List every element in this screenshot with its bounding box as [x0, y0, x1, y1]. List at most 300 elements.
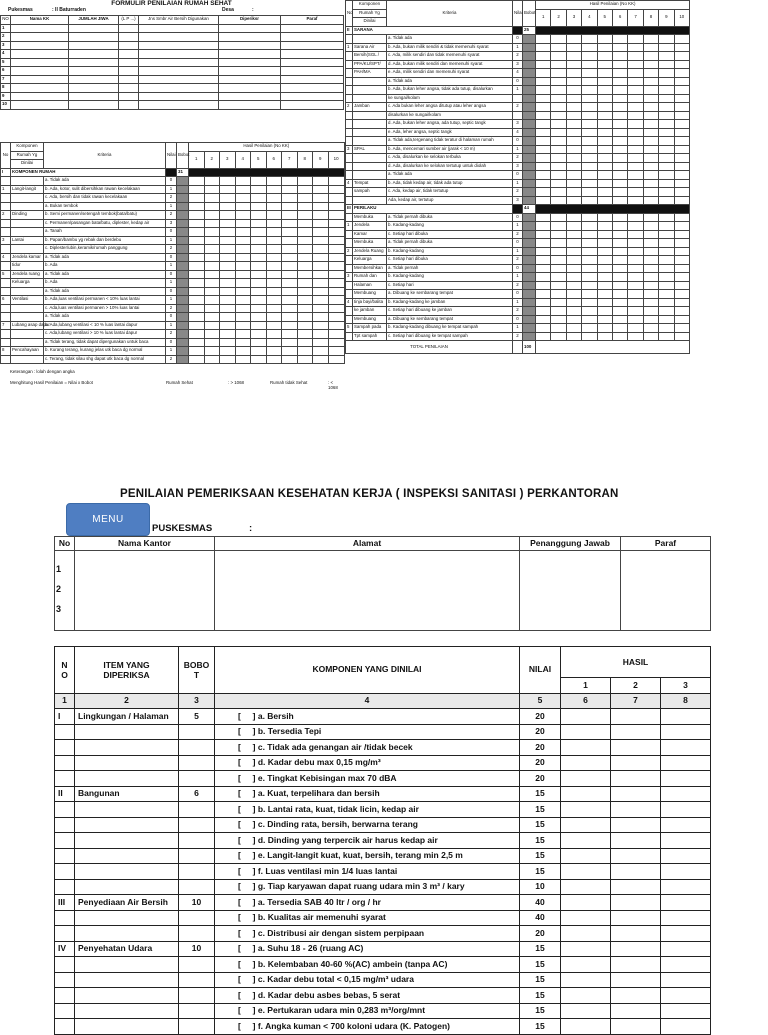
criteria-hasil-cell[interactable] — [235, 211, 251, 220]
criteria-hasil-cell[interactable] — [582, 290, 597, 299]
criteria-hasil-cell[interactable] — [566, 94, 581, 103]
criteria-hasil-cell[interactable] — [582, 111, 597, 120]
criteria-hasil-cell[interactable] — [597, 179, 612, 188]
criteria-hasil-cell[interactable] — [659, 120, 674, 129]
criteria-hasil-cell[interactable] — [643, 213, 658, 222]
criteria-hasil-cell[interactable] — [282, 304, 298, 313]
criteria-hasil-cell[interactable] — [582, 256, 597, 265]
criteria-hasil-cell[interactable] — [674, 247, 690, 256]
form1-kk-cell[interactable] — [139, 33, 219, 42]
criteria-hasil-cell[interactable] — [220, 338, 236, 347]
criteria-hasil-cell[interactable] — [566, 230, 581, 239]
criteria-hasil-cell[interactable] — [251, 330, 267, 339]
criteria-hasil-cell[interactable] — [659, 60, 674, 69]
form1-kk-cell[interactable] — [139, 24, 219, 33]
criteria-hasil-cell[interactable] — [582, 307, 597, 316]
inspection-hasil-cell[interactable] — [561, 895, 611, 911]
criteria-hasil-cell[interactable] — [674, 239, 690, 248]
criteria-hasil-cell[interactable] — [282, 355, 298, 364]
criteria-hasil-cell[interactable] — [551, 264, 566, 273]
inspection-hasil-cell[interactable] — [661, 895, 711, 911]
form1-kk-cell[interactable] — [139, 75, 219, 84]
criteria-hasil-cell[interactable] — [582, 171, 597, 180]
criteria-hasil-cell[interactable] — [582, 324, 597, 333]
form1-kk-cell[interactable] — [69, 67, 119, 76]
criteria-hasil-cell[interactable] — [643, 298, 658, 307]
criteria-hasil-cell[interactable] — [328, 211, 344, 220]
inspection-hasil-cell[interactable] — [611, 724, 661, 740]
criteria-hasil-cell[interactable] — [597, 273, 612, 282]
inspection-hasil-cell[interactable] — [561, 1003, 611, 1019]
criteria-hasil-cell[interactable] — [536, 145, 551, 154]
criteria-hasil-cell[interactable] — [643, 179, 658, 188]
criteria-hasil-cell[interactable] — [628, 307, 643, 316]
criteria-hasil-cell[interactable] — [204, 177, 220, 186]
criteria-hasil-cell[interactable] — [597, 171, 612, 180]
criteria-hasil-cell[interactable] — [297, 236, 313, 245]
inspection-hasil-cell[interactable] — [561, 910, 611, 926]
criteria-hasil-cell[interactable] — [251, 236, 267, 245]
criteria-hasil-cell[interactable] — [328, 202, 344, 211]
criteria-hasil-cell[interactable] — [612, 162, 627, 171]
inspection-hasil-cell[interactable] — [661, 771, 711, 787]
form1-kk-cell[interactable] — [219, 50, 281, 59]
criteria-hasil-cell[interactable] — [597, 324, 612, 333]
criteria-hasil-cell[interactable] — [235, 228, 251, 237]
criteria-hasil-cell[interactable] — [628, 298, 643, 307]
criteria-hasil-cell[interactable] — [566, 43, 581, 52]
criteria-hasil-cell[interactable] — [251, 313, 267, 322]
criteria-hasil-cell[interactable] — [536, 332, 551, 341]
criteria-hasil-cell[interactable] — [628, 273, 643, 282]
inspection-hasil-cell[interactable] — [661, 709, 711, 725]
inspection-hasil-cell[interactable] — [661, 817, 711, 833]
criteria-hasil-cell[interactable] — [582, 35, 597, 44]
criteria-hasil-cell[interactable] — [643, 145, 658, 154]
form1-kk-cell[interactable] — [281, 84, 344, 93]
criteria-hasil-cell[interactable] — [628, 69, 643, 78]
criteria-hasil-cell[interactable] — [612, 307, 627, 316]
criteria-hasil-cell[interactable] — [266, 304, 282, 313]
criteria-hasil-cell[interactable] — [536, 239, 551, 248]
inspection-hasil-cell[interactable] — [611, 988, 661, 1004]
criteria-hasil-cell[interactable] — [204, 253, 220, 262]
criteria-hasil-cell[interactable] — [674, 86, 690, 95]
criteria-hasil-cell[interactable] — [251, 270, 267, 279]
criteria-hasil-cell[interactable] — [612, 120, 627, 129]
criteria-hasil-cell[interactable] — [328, 313, 344, 322]
criteria-hasil-cell[interactable] — [659, 128, 674, 137]
criteria-hasil-cell[interactable] — [643, 43, 658, 52]
form1-kk-cell[interactable] — [119, 92, 139, 101]
criteria-hasil-cell[interactable] — [297, 202, 313, 211]
form1-kk-cell[interactable] — [11, 33, 69, 42]
criteria-hasil-cell[interactable] — [612, 86, 627, 95]
criteria-hasil-cell[interactable] — [536, 162, 551, 171]
inspection-hasil-cell[interactable] — [611, 755, 661, 771]
form1-kk-cell[interactable] — [281, 33, 344, 42]
criteria-hasil-cell[interactable] — [328, 347, 344, 356]
inspection-hasil-cell[interactable] — [661, 864, 711, 880]
criteria-hasil-cell[interactable] — [204, 330, 220, 339]
criteria-hasil-cell[interactable] — [204, 194, 220, 203]
inspection-checkbox[interactable]: [ ] — [238, 989, 258, 1000]
inspection-checkbox[interactable]: [ ] — [238, 927, 258, 938]
form1-kk-cell[interactable] — [69, 24, 119, 33]
criteria-hasil-cell[interactable] — [612, 52, 627, 61]
criteria-hasil-cell[interactable] — [551, 256, 566, 265]
criteria-hasil-cell[interactable] — [220, 313, 236, 322]
criteria-hasil-cell[interactable] — [612, 77, 627, 86]
form1-kk-cell[interactable] — [219, 75, 281, 84]
criteria-hasil-cell[interactable] — [551, 162, 566, 171]
criteria-hasil-cell[interactable] — [235, 279, 251, 288]
criteria-hasil-cell[interactable] — [536, 111, 551, 120]
criteria-hasil-cell[interactable] — [297, 253, 313, 262]
criteria-hasil-cell[interactable] — [536, 171, 551, 180]
criteria-hasil-cell[interactable] — [674, 111, 690, 120]
inspection-hasil-cell[interactable] — [561, 709, 611, 725]
criteria-hasil-cell[interactable] — [551, 60, 566, 69]
criteria-hasil-cell[interactable] — [566, 137, 581, 146]
criteria-hasil-cell[interactable] — [582, 145, 597, 154]
criteria-hasil-cell[interactable] — [612, 94, 627, 103]
criteria-hasil-cell[interactable] — [551, 196, 566, 205]
criteria-hasil-cell[interactable] — [674, 60, 690, 69]
inspection-hasil-cell[interactable] — [661, 724, 711, 740]
criteria-hasil-cell[interactable] — [551, 103, 566, 112]
criteria-hasil-cell[interactable] — [536, 230, 551, 239]
criteria-hasil-cell[interactable] — [297, 296, 313, 305]
criteria-hasil-cell[interactable] — [266, 338, 282, 347]
criteria-hasil-cell[interactable] — [628, 239, 643, 248]
criteria-hasil-cell[interactable] — [536, 154, 551, 163]
criteria-hasil-cell[interactable] — [628, 52, 643, 61]
inspection-checkbox[interactable]: [ ] — [238, 803, 258, 814]
criteria-hasil-cell[interactable] — [297, 330, 313, 339]
criteria-hasil-cell[interactable] — [566, 111, 581, 120]
criteria-hasil-cell[interactable] — [189, 355, 205, 364]
criteria-hasil-cell[interactable] — [566, 128, 581, 137]
criteria-hasil-cell[interactable] — [328, 253, 344, 262]
criteria-hasil-cell[interactable] — [643, 324, 658, 333]
criteria-hasil-cell[interactable] — [597, 239, 612, 248]
criteria-hasil-cell[interactable] — [612, 239, 627, 248]
criteria-hasil-cell[interactable] — [674, 69, 690, 78]
criteria-hasil-cell[interactable] — [597, 264, 612, 273]
criteria-hasil-cell[interactable] — [566, 86, 581, 95]
criteria-hasil-cell[interactable] — [297, 270, 313, 279]
form1-kk-cell[interactable] — [119, 84, 139, 93]
criteria-hasil-cell[interactable] — [566, 222, 581, 231]
criteria-hasil-cell[interactable] — [659, 52, 674, 61]
form1-kk-cell[interactable] — [139, 101, 219, 110]
criteria-hasil-cell[interactable] — [235, 270, 251, 279]
criteria-hasil-cell[interactable] — [628, 264, 643, 273]
inspection-checkbox[interactable]: [ ] — [238, 881, 258, 892]
form2-cell-nama-kantor[interactable] — [75, 551, 215, 631]
criteria-hasil-cell[interactable] — [235, 253, 251, 262]
criteria-hasil-cell[interactable] — [674, 298, 690, 307]
inspection-checkbox[interactable]: [ ] — [238, 850, 258, 861]
criteria-hasil-cell[interactable] — [235, 330, 251, 339]
inspection-hasil-cell[interactable] — [611, 879, 661, 895]
criteria-hasil-cell[interactable] — [643, 230, 658, 239]
inspection-hasil-cell[interactable] — [611, 786, 661, 802]
criteria-hasil-cell[interactable] — [566, 247, 581, 256]
criteria-hasil-cell[interactable] — [582, 60, 597, 69]
criteria-hasil-cell[interactable] — [328, 304, 344, 313]
criteria-hasil-cell[interactable] — [551, 332, 566, 341]
criteria-hasil-cell[interactable] — [313, 270, 329, 279]
inspection-hasil-cell[interactable] — [561, 724, 611, 740]
criteria-hasil-cell[interactable] — [628, 290, 643, 299]
form1-kk-cell[interactable] — [219, 101, 281, 110]
criteria-hasil-cell[interactable] — [628, 128, 643, 137]
criteria-hasil-cell[interactable] — [266, 194, 282, 203]
criteria-hasil-cell[interactable] — [566, 298, 581, 307]
criteria-hasil-cell[interactable] — [251, 279, 267, 288]
criteria-hasil-cell[interactable] — [674, 103, 690, 112]
criteria-hasil-cell[interactable] — [282, 296, 298, 305]
criteria-hasil-cell[interactable] — [566, 35, 581, 44]
criteria-hasil-cell[interactable] — [612, 298, 627, 307]
criteria-hasil-cell[interactable] — [220, 287, 236, 296]
criteria-hasil-cell[interactable] — [597, 188, 612, 197]
criteria-hasil-cell[interactable] — [328, 338, 344, 347]
criteria-hasil-cell[interactable] — [643, 256, 658, 265]
criteria-hasil-cell[interactable] — [189, 194, 205, 203]
criteria-hasil-cell[interactable] — [659, 162, 674, 171]
form1-kk-cell[interactable] — [281, 41, 344, 50]
criteria-hasil-cell[interactable] — [313, 228, 329, 237]
criteria-hasil-cell[interactable] — [674, 290, 690, 299]
criteria-hasil-cell[interactable] — [235, 287, 251, 296]
criteria-hasil-cell[interactable] — [297, 211, 313, 220]
criteria-hasil-cell[interactable] — [220, 262, 236, 271]
criteria-hasil-cell[interactable] — [674, 154, 690, 163]
inspection-hasil-cell[interactable] — [611, 895, 661, 911]
criteria-hasil-cell[interactable] — [536, 137, 551, 146]
form1-kk-cell[interactable] — [69, 75, 119, 84]
criteria-hasil-cell[interactable] — [251, 228, 267, 237]
inspection-hasil-cell[interactable] — [661, 941, 711, 957]
criteria-hasil-cell[interactable] — [220, 253, 236, 262]
criteria-hasil-cell[interactable] — [643, 60, 658, 69]
criteria-hasil-cell[interactable] — [235, 296, 251, 305]
criteria-hasil-cell[interactable] — [220, 347, 236, 356]
criteria-hasil-cell[interactable] — [659, 239, 674, 248]
criteria-hasil-cell[interactable] — [235, 304, 251, 313]
inspection-hasil-cell[interactable] — [561, 786, 611, 802]
criteria-hasil-cell[interactable] — [643, 196, 658, 205]
inspection-hasil-cell[interactable] — [661, 926, 711, 942]
criteria-hasil-cell[interactable] — [582, 154, 597, 163]
criteria-hasil-cell[interactable] — [251, 211, 267, 220]
inspection-hasil-cell[interactable] — [661, 988, 711, 1004]
criteria-hasil-cell[interactable] — [674, 52, 690, 61]
criteria-hasil-cell[interactable] — [282, 211, 298, 220]
criteria-hasil-cell[interactable] — [582, 77, 597, 86]
criteria-hasil-cell[interactable] — [313, 219, 329, 228]
criteria-hasil-cell[interactable] — [582, 162, 597, 171]
form1-kk-cell[interactable] — [281, 67, 344, 76]
criteria-hasil-cell[interactable] — [659, 94, 674, 103]
criteria-hasil-cell[interactable] — [597, 86, 612, 95]
criteria-hasil-cell[interactable] — [313, 338, 329, 347]
criteria-hasil-cell[interactable] — [597, 145, 612, 154]
criteria-hasil-cell[interactable] — [582, 196, 597, 205]
criteria-hasil-cell[interactable] — [235, 219, 251, 228]
criteria-hasil-cell[interactable] — [536, 222, 551, 231]
criteria-hasil-cell[interactable] — [582, 264, 597, 273]
criteria-hasil-cell[interactable] — [659, 196, 674, 205]
criteria-hasil-cell[interactable] — [643, 103, 658, 112]
criteria-hasil-cell[interactable] — [643, 77, 658, 86]
inspection-hasil-cell[interactable] — [611, 864, 661, 880]
criteria-hasil-cell[interactable] — [189, 304, 205, 313]
criteria-hasil-cell[interactable] — [220, 185, 236, 194]
criteria-hasil-cell[interactable] — [597, 52, 612, 61]
criteria-hasil-cell[interactable] — [551, 188, 566, 197]
criteria-hasil-cell[interactable] — [597, 43, 612, 52]
criteria-hasil-cell[interactable] — [297, 185, 313, 194]
criteria-hasil-cell[interactable] — [266, 270, 282, 279]
criteria-hasil-cell[interactable] — [266, 296, 282, 305]
criteria-hasil-cell[interactable] — [266, 287, 282, 296]
form1-kk-cell[interactable] — [139, 67, 219, 76]
form1-kk-cell[interactable] — [281, 92, 344, 101]
criteria-hasil-cell[interactable] — [612, 171, 627, 180]
criteria-hasil-cell[interactable] — [251, 347, 267, 356]
criteria-hasil-cell[interactable] — [204, 262, 220, 271]
criteria-hasil-cell[interactable] — [266, 185, 282, 194]
criteria-hasil-cell[interactable] — [566, 315, 581, 324]
criteria-hasil-cell[interactable] — [282, 338, 298, 347]
criteria-hasil-cell[interactable] — [536, 69, 551, 78]
criteria-hasil-cell[interactable] — [643, 52, 658, 61]
inspection-checkbox[interactable]: [ ] — [238, 958, 258, 969]
criteria-hasil-cell[interactable] — [536, 94, 551, 103]
criteria-hasil-cell[interactable] — [582, 273, 597, 282]
form1-kk-cell[interactable] — [119, 101, 139, 110]
criteria-hasil-cell[interactable] — [551, 213, 566, 222]
criteria-hasil-cell[interactable] — [551, 324, 566, 333]
criteria-hasil-cell[interactable] — [328, 262, 344, 271]
criteria-hasil-cell[interactable] — [659, 281, 674, 290]
form2-cell-alamat[interactable] — [215, 551, 520, 631]
criteria-hasil-cell[interactable] — [674, 171, 690, 180]
inspection-hasil-cell[interactable] — [611, 941, 661, 957]
criteria-hasil-cell[interactable] — [643, 162, 658, 171]
form1-kk-cell[interactable] — [11, 41, 69, 50]
criteria-hasil-cell[interactable] — [251, 253, 267, 262]
criteria-hasil-cell[interactable] — [582, 120, 597, 129]
criteria-hasil-cell[interactable] — [551, 247, 566, 256]
criteria-hasil-cell[interactable] — [597, 247, 612, 256]
criteria-hasil-cell[interactable] — [582, 86, 597, 95]
form1-kk-cell[interactable] — [281, 58, 344, 67]
criteria-hasil-cell[interactable] — [282, 347, 298, 356]
inspection-hasil-cell[interactable] — [661, 1019, 711, 1035]
criteria-hasil-cell[interactable] — [220, 321, 236, 330]
criteria-hasil-cell[interactable] — [659, 43, 674, 52]
criteria-hasil-cell[interactable] — [204, 270, 220, 279]
criteria-hasil-cell[interactable] — [251, 296, 267, 305]
criteria-hasil-cell[interactable] — [282, 330, 298, 339]
criteria-hasil-cell[interactable] — [566, 273, 581, 282]
criteria-hasil-cell[interactable] — [220, 219, 236, 228]
criteria-hasil-cell[interactable] — [643, 86, 658, 95]
criteria-hasil-cell[interactable] — [551, 94, 566, 103]
criteria-hasil-cell[interactable] — [297, 279, 313, 288]
criteria-hasil-cell[interactable] — [220, 296, 236, 305]
form1-kk-cell[interactable] — [119, 41, 139, 50]
criteria-hasil-cell[interactable] — [659, 154, 674, 163]
criteria-hasil-cell[interactable] — [628, 230, 643, 239]
criteria-hasil-cell[interactable] — [551, 120, 566, 129]
inspection-hasil-cell[interactable] — [661, 786, 711, 802]
criteria-hasil-cell[interactable] — [282, 253, 298, 262]
criteria-hasil-cell[interactable] — [204, 347, 220, 356]
criteria-hasil-cell[interactable] — [582, 128, 597, 137]
criteria-hasil-cell[interactable] — [266, 228, 282, 237]
criteria-hasil-cell[interactable] — [251, 245, 267, 254]
criteria-hasil-cell[interactable] — [612, 315, 627, 324]
criteria-hasil-cell[interactable] — [536, 298, 551, 307]
criteria-hasil-cell[interactable] — [628, 179, 643, 188]
criteria-hasil-cell[interactable] — [628, 247, 643, 256]
criteria-hasil-cell[interactable] — [328, 321, 344, 330]
criteria-hasil-cell[interactable] — [551, 137, 566, 146]
inspection-hasil-cell[interactable] — [561, 864, 611, 880]
criteria-hasil-cell[interactable] — [551, 315, 566, 324]
criteria-hasil-cell[interactable] — [582, 188, 597, 197]
criteria-hasil-cell[interactable] — [628, 43, 643, 52]
criteria-hasil-cell[interactable] — [297, 262, 313, 271]
criteria-hasil-cell[interactable] — [643, 137, 658, 146]
criteria-hasil-cell[interactable] — [659, 188, 674, 197]
criteria-hasil-cell[interactable] — [612, 60, 627, 69]
form1-kk-cell[interactable] — [69, 50, 119, 59]
menu-button[interactable]: MENU — [66, 503, 150, 536]
criteria-hasil-cell[interactable] — [220, 211, 236, 220]
criteria-hasil-cell[interactable] — [551, 128, 566, 137]
criteria-hasil-cell[interactable] — [313, 194, 329, 203]
form1-kk-cell[interactable] — [11, 50, 69, 59]
criteria-hasil-cell[interactable] — [659, 273, 674, 282]
criteria-hasil-cell[interactable] — [313, 211, 329, 220]
criteria-hasil-cell[interactable] — [674, 213, 690, 222]
criteria-hasil-cell[interactable] — [597, 69, 612, 78]
criteria-hasil-cell[interactable] — [189, 287, 205, 296]
inspection-hasil-cell[interactable] — [561, 988, 611, 1004]
criteria-hasil-cell[interactable] — [582, 239, 597, 248]
criteria-hasil-cell[interactable] — [597, 35, 612, 44]
criteria-hasil-cell[interactable] — [282, 236, 298, 245]
criteria-hasil-cell[interactable] — [643, 239, 658, 248]
criteria-hasil-cell[interactable] — [612, 137, 627, 146]
inspection-hasil-cell[interactable] — [661, 1003, 711, 1019]
criteria-hasil-cell[interactable] — [282, 313, 298, 322]
criteria-hasil-cell[interactable] — [612, 324, 627, 333]
criteria-hasil-cell[interactable] — [582, 281, 597, 290]
criteria-hasil-cell[interactable] — [220, 245, 236, 254]
criteria-hasil-cell[interactable] — [189, 177, 205, 186]
criteria-hasil-cell[interactable] — [251, 177, 267, 186]
criteria-hasil-cell[interactable] — [266, 236, 282, 245]
inspection-hasil-cell[interactable] — [561, 972, 611, 988]
